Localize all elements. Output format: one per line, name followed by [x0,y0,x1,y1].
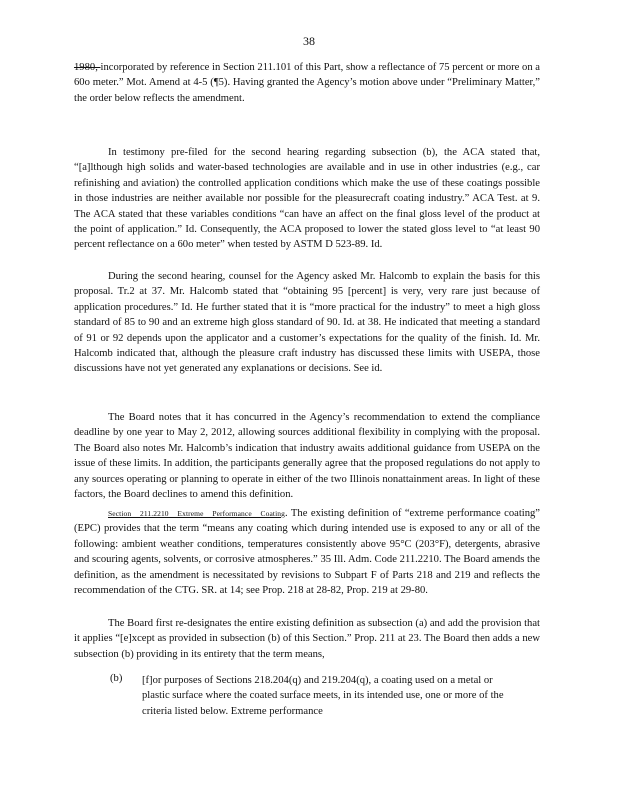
page-number: 38 [303,34,315,48]
paragraph-6: The Board first re-designates the entire existing definition as subsection (a) and add the provision that it applies “[e]xcept as provided in subsection (b) of this Section.” Prop. 211 at 23. The Board then adds a new subsection (b) providing in its entirety that the term means, [74,618,540,660]
paragraph-1 [74,60,540,106]
paragraph-4: The Board notes that it has concurred in the Agency’s recommendation to extend the compliance deadline by one year to May 2, 2012, allowing sources additional flexibility in complying with the proposal. The Board also notes Mr. Halcomb’s indication that industry awaits additional guidance from USEPA on the issue of these limits. In addition, the participants generally agree that the proposed regulations do not apply to any sources operating or planning to operate in either of the two Illinois nonattainment areas. In light of these factors, the Board declines to amend this definition. [74,412,540,501]
paragraph-3: During the second hearing, counsel for the Agency asked Mr. Halcomb to explain the basis for this proposal. Tr.2 at 37. Mr. Halcomb stated that “obtaining 95 [percent] is very, very rare just because of application procedures.” Id. He further stated that it is “more practical for the industry” to meet a high gloss standard of 85 to 90 and an extreme high gloss standard of 90. Id. at 38. He indicated that meeting a standard of 91 or 92 depends upon the applicator and a customer’s expectations for the quality of the finish. Id. Mr. Halcomb indicated that, although the pleasure craft industry has discussed these limits with USEPA, those discussions have not yet generated any explanations or decisions. See id. [74,271,540,375]
struck-text: 1980, [74,62,101,73]
subsection-b-text: [f]or purposes of Sections 218.204(q) and 219.204(q), a coating used on a metal or plastic surface where the coated surface meets, in its intended use, one or more of the criteria listed below. Extreme performance [142,675,504,717]
subsection-label: (b) [110,673,123,684]
paragraph-5-text: . The existing definition of “extreme performance coating” (EPC) provides that the term “means any coating which during intended use is exposed to any or all of the following: ambient weather conditions, temperatures consistently above 95°C (203°F), detergents, abrasive and scouring agents, solvents, or corrosive atmospheres.” 35 Ill. Adm. Code 211.2210. The Board amends the definition, as the amendment is necessitated by revisions to Subpart F of Parts 218 and 219 and reflects the recommendation of the CTG. SR. at 14; see Prop. 218 at 28-82, Prop. 219 at 29-80. [74,508,540,597]
paragraph-2: In testimony pre-filed for the second hearing regarding subsection (b), the ACA stated that, “[a]lthough high solids and water-based technologies are available and in use in other industries (e.g., car refinishing and aviation) the controlled application conditions which make the use of these coatings possible in those industries are neither available nor possible for the pleasurecraft coating industry.” ACA Test. at 9. The ACA stated that these variables conditions “can have an affect on the final gloss level of the product at the point of application.” Id. Consequently, the ACA proposed to lower the stated gloss level to “at least 90 percent reflectance on a 60o meter” when tested by ASTM D 523-89. Id. [74,147,540,251]
paragraph-5 [74,506,540,598]
paragraph-1-text: incorporated by reference in Section 211.101 of this Part, show a reflectance of 75 percent or more on a 60o meter.” Mot. Amend at 4-5 (¶5). Having granted the Agency’s motion above under “Preliminary Matter,” the order below reflects the amendment. [74,62,540,104]
section-heading: Section 211.2210 Extreme Performance Coating [108,509,285,518]
